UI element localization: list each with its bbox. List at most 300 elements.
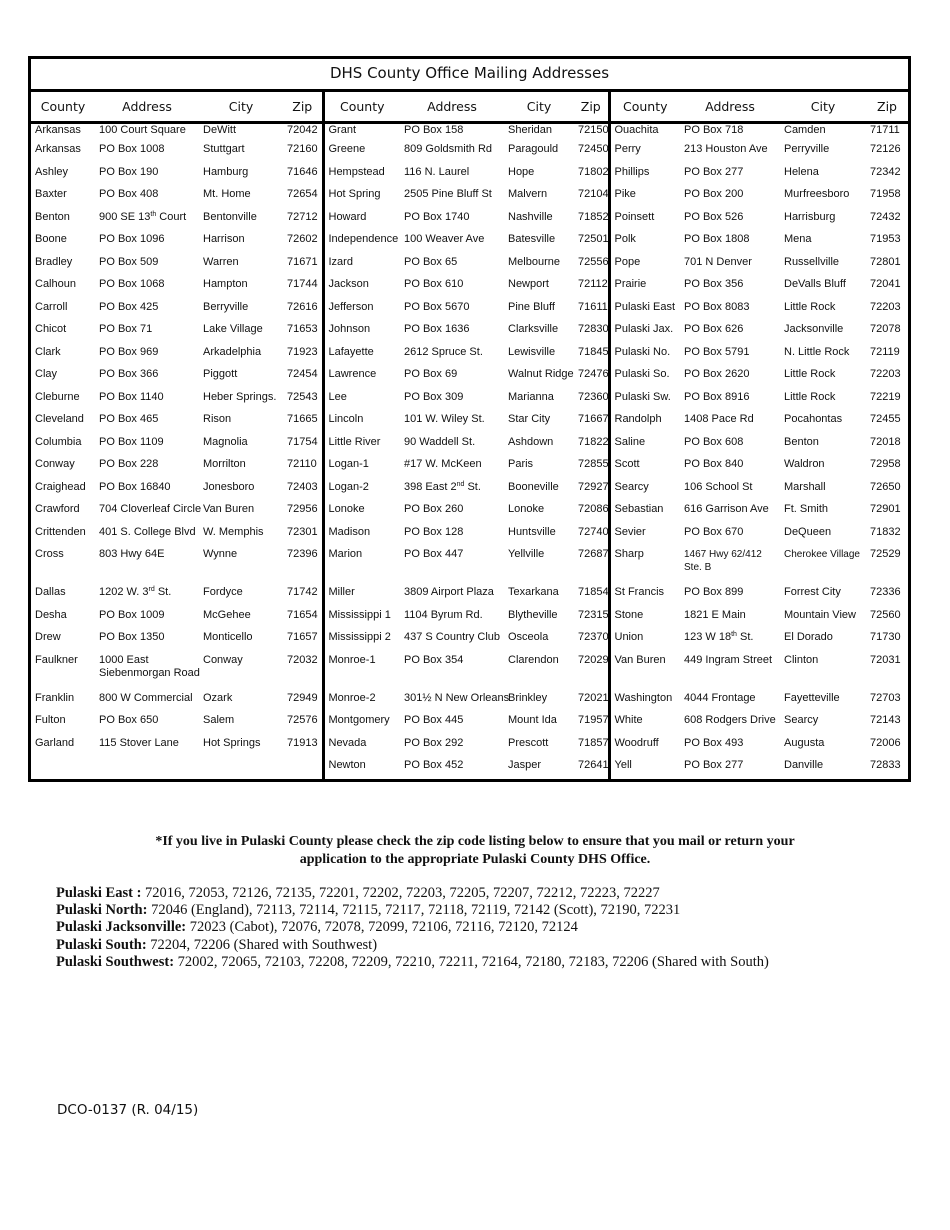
cell-address: 616 Garrison Ave [684, 503, 769, 515]
cell-county: Faulkner [35, 653, 78, 666]
cell-address: PO Box 2620 [684, 368, 750, 380]
cell-county: Van Buren [609, 651, 680, 689]
cell-address: 701 N Denver [684, 255, 752, 268]
pulaski-region-label: Pulaski North: [56, 902, 148, 919]
cell-address: 3809 Airport Plaza [404, 586, 494, 598]
table-row [31, 545, 908, 583]
cell-zip: 71832 [870, 525, 901, 538]
cell-address: 106 School St [684, 480, 753, 493]
cell-address: PO Box 718 [684, 124, 744, 136]
cell-zip: 72104 [578, 188, 609, 200]
cell-address: 301½ N New Orleans [404, 691, 510, 704]
cell-address: 123 W 18th St. [684, 631, 754, 643]
table-row [31, 320, 908, 343]
cell-zip: 72021 [578, 691, 609, 704]
cell-zip: 71822 [578, 435, 609, 448]
cell-city: Ashdown [508, 435, 554, 448]
pulaski-region-zips: 72023 (Cabot), 72076, 72078, 72099, 72106, 72116, 72120, 72124 [186, 919, 578, 936]
cell-address: 213 Houston Ave [684, 143, 768, 155]
cell-county: Columbia [35, 435, 82, 448]
cell-address: PO Box 366 [99, 368, 159, 380]
cell-zip: 72476 [578, 368, 609, 380]
cell-address: PO Box 840 [684, 458, 744, 470]
cell-county: Carroll [35, 300, 68, 313]
table-row [31, 230, 908, 253]
cell-county: Searcy [609, 478, 680, 501]
table-row [31, 756, 908, 779]
table-row [31, 275, 908, 298]
cell-address: 4044 Frontage [684, 691, 756, 704]
cell-address: PO Box 465 [99, 413, 159, 425]
cell-zip: 72006 [870, 736, 901, 749]
column-header-zip: Zip [574, 92, 609, 123]
cell-city: Little Rock [784, 390, 836, 403]
cell-zip: 72032 [287, 653, 318, 666]
cell-county: Pulaski No. [609, 343, 680, 366]
pulaski-region-label: Pulaski Southwest: [56, 953, 175, 970]
cell-address: PO Box 650 [99, 714, 159, 726]
cell-address: 900 SE 13th Court [99, 210, 187, 223]
cell-county: St Francis [609, 583, 680, 606]
cell-zip: 72958 [870, 458, 901, 470]
cell-county: Ouachita [609, 123, 680, 141]
cell-zip: 71730 [870, 631, 901, 643]
table-body [31, 123, 908, 779]
pulaski-region-zips: 72016, 72053, 72126, 72135, 72201, 72202, 72203, 72205, 72207, 72212, 72223, 72227 [141, 885, 660, 901]
cell-county: Sevier [609, 523, 680, 546]
cell-city: Rison [203, 413, 232, 425]
cell-address: 437 S Country Club [404, 631, 500, 643]
cell-city: Little Rock [784, 368, 836, 380]
cell-county: Perry [609, 140, 680, 163]
cell-county: Arkansas [35, 124, 81, 136]
table-row [31, 500, 908, 523]
cell-zip: 72855 [578, 458, 609, 470]
cell-address: PO Box 16840 [99, 480, 171, 493]
cell-zip: 71852 [578, 210, 609, 223]
pulaski-notice [0, 833, 950, 869]
cell-city: Malvern [508, 188, 548, 200]
cell-city: Texarkana [508, 586, 559, 598]
cell-county: Pulaski So. [609, 365, 680, 388]
cell-city: Mt. Home [203, 188, 251, 200]
cell-zip: 72143 [870, 714, 901, 726]
cell-county: Woodruff [609, 734, 680, 757]
cell-address: PO Box 969 [99, 345, 159, 358]
cell-county: Greene [323, 140, 400, 163]
notice-line-1: *If you live in Pulaski County please check the zip code listing below to ensure that you mail or return your [155, 834, 795, 849]
cell-address: 398 East 2nd St. [404, 480, 481, 493]
cell-county: Crawford [35, 503, 80, 515]
cell-county: Craighead [35, 480, 86, 493]
cell-address: PO Box 277 [684, 759, 744, 771]
cell-zip: 72901 [870, 503, 901, 515]
cell-address: PO Box 309 [404, 390, 464, 403]
cell-county: Newton [323, 756, 400, 779]
cell-zip: 71711 [870, 124, 900, 136]
cell-address: PO Box 69 [404, 368, 458, 380]
cell-address: 115 Stover Lane [99, 736, 179, 749]
column-header-address: Address [95, 92, 199, 123]
cell-zip: 71953 [870, 233, 901, 245]
cell-city: DeQueen [784, 525, 832, 538]
cell-address: 1408 Pace Rd [684, 413, 754, 425]
cell-city: Paris [508, 458, 534, 470]
cell-city: DeWitt [203, 124, 236, 136]
cell-county: Howard [323, 208, 400, 231]
cell-county: Little River [323, 433, 400, 456]
cell-city: Nashville [508, 210, 553, 223]
cell-city: Newport [508, 278, 549, 290]
table-row [31, 689, 908, 712]
cell-county: Pulaski Jax. [609, 320, 680, 343]
cell-zip: 72454 [287, 368, 318, 380]
cell-address: PO Box 1008 [99, 143, 165, 155]
cell-city: Jonesboro [203, 480, 255, 493]
column-header-city: City [504, 92, 574, 123]
cell-county: Franklin [35, 691, 75, 704]
cell-address: 90 Waddell St. [404, 435, 476, 448]
cell-address: PO Box 8916 [684, 390, 750, 403]
cell-county: Yell [609, 756, 680, 779]
cell-county: Desha [35, 608, 67, 621]
cell-city: Bentonville [203, 210, 257, 223]
cell-county: Pike [609, 185, 680, 208]
cell-city: Arkadelphia [203, 345, 262, 358]
cell-county: Monroe-1 [323, 651, 400, 689]
cell-city: Clarksville [508, 323, 559, 335]
cell-county: Sebastian [609, 500, 680, 523]
pulaski-region-zips: 72204, 72206 (Shared with Southwest) [146, 936, 378, 953]
cell-city: Huntsville [508, 525, 556, 538]
cell-county: Calhoun [35, 278, 76, 290]
cell-zip: 71742 [287, 586, 318, 598]
table-row [31, 163, 908, 186]
cell-address: 2505 Pine Bluff St [404, 188, 492, 200]
cell-address: 809 Goldsmith Rd [404, 143, 493, 155]
cell-city: Harrison [203, 233, 245, 245]
cell-city: Booneville [508, 480, 559, 493]
cell-county: Izard [323, 253, 400, 276]
cell-city: Mount Ida [508, 714, 557, 726]
cell-address: 101 W. Wiley St. [404, 413, 485, 425]
table-row [31, 523, 908, 546]
cell-zip: 72687 [578, 548, 609, 560]
cell-address: PO Box 899 [684, 586, 744, 598]
cell-county: Madison [323, 523, 400, 546]
cell-address: PO Box 8083 [684, 300, 750, 313]
cell-city: Conway [203, 653, 243, 666]
cell-city: Perryville [784, 143, 830, 155]
cell-county: Crittenden [35, 525, 86, 538]
cell-address: 1202 W. 3rd St. [99, 586, 172, 598]
notice-line-2: application to the appropriate Pulaski County DHS Office. [299, 852, 651, 867]
cell-city: Clarendon [508, 653, 559, 666]
cell-zip: 72927 [578, 480, 609, 493]
cell-city: Lonoke [508, 503, 545, 515]
cell-city: Hot Springs [203, 736, 261, 749]
cell-city: Brinkley [508, 691, 548, 704]
cell-city: Marianna [508, 390, 554, 403]
cell-city: Hampton [203, 278, 248, 290]
table-row [31, 433, 908, 456]
cell-address: PO Box 447 [404, 548, 464, 560]
cell-city: Stuttgart [203, 143, 245, 155]
cell-city: McGehee [203, 608, 251, 621]
cell-address: PO Box 1109 [99, 435, 164, 448]
cell-zip: 72650 [870, 480, 901, 493]
cell-zip [283, 756, 323, 779]
cell-address: 608 Rodgers Drive [684, 714, 776, 726]
cell-address: PO Box 670 [684, 525, 744, 538]
cell-county: Union [609, 628, 680, 651]
cell-address: 1104 Byrum Rd. [404, 608, 483, 621]
cell-county: Lincoln [323, 410, 400, 433]
table-row [31, 365, 908, 388]
cell-city: Magnolia [203, 435, 248, 448]
cell-zip: 72949 [287, 691, 318, 704]
cell-county: Lafayette [323, 343, 400, 366]
cell-county: Conway [35, 458, 75, 470]
cell-address: PO Box 260 [404, 503, 464, 515]
cell-county: Lawrence [323, 365, 400, 388]
cell-address: 116 N. Laurel [404, 165, 470, 178]
pulaski-zip-line [56, 885, 936, 902]
cell-zip: 72654 [287, 188, 318, 200]
cell-city: Van Buren [203, 503, 255, 515]
cell-address [95, 756, 199, 779]
cell-city: Russellville [784, 255, 840, 268]
cell-zip: 72086 [578, 503, 609, 515]
cell-county: Clay [35, 368, 58, 380]
cell-county: Bradley [35, 255, 73, 268]
column-header-city: City [199, 92, 283, 123]
cell-county [31, 756, 95, 779]
cell-address: PO Box 200 [684, 188, 744, 200]
cell-county: Pulaski Sw. [609, 388, 680, 411]
cell-city: Danville [784, 759, 824, 771]
cell-address: PO Box 408 [99, 188, 159, 200]
cell-zip: 72703 [870, 691, 901, 704]
cell-county: Cross [35, 548, 64, 560]
cell-zip: 71845 [578, 345, 609, 358]
cell-address: PO Box 71 [99, 323, 153, 335]
cell-county: Stone [609, 606, 680, 629]
cell-address: 1821 E Main [684, 608, 746, 621]
cell-address: 401 S. College Blvd [99, 525, 196, 538]
cell-city: N. Little Rock [784, 345, 850, 358]
cell-city: Augusta [784, 736, 825, 749]
table-row [31, 253, 908, 276]
cell-zip: 71665 [287, 413, 318, 425]
cell-city: Murfreesboro [784, 188, 850, 200]
pulaski-zip-line [56, 954, 936, 971]
cell-county: Jefferson [323, 298, 400, 321]
cell-city: Jasper [508, 759, 542, 771]
cell-zip: 71923 [287, 345, 318, 358]
cell-address: 800 W Commercial [99, 691, 193, 704]
cell-zip: 71854 [578, 586, 609, 598]
table-row [31, 651, 908, 689]
column-header-zip: Zip [866, 92, 908, 123]
pulaski-region-label: Pulaski East : [56, 885, 142, 901]
cell-zip: 72301 [287, 525, 318, 538]
cell-zip: 72602 [287, 233, 318, 245]
cell-city: Batesville [508, 233, 556, 245]
cell-county: Ashley [35, 165, 69, 178]
cell-address: PO Box 1808 [684, 233, 750, 245]
cell-zip: 72031 [870, 653, 901, 666]
cell-address: PO Box 626 [684, 323, 744, 335]
cell-zip: 72126 [870, 143, 901, 155]
cell-zip: 71611 [578, 300, 608, 313]
cell-zip: 72315 [578, 608, 609, 621]
cell-city: Forrest City [784, 586, 841, 598]
cell-county: Pope [609, 253, 680, 276]
cell-zip: 72450 [578, 143, 609, 155]
cell-zip: 72160 [287, 143, 318, 155]
cell-county: Clark [35, 345, 61, 358]
cell-county: Cleburne [35, 390, 80, 403]
pulaski-zip-line [56, 902, 936, 919]
cell-county: Saline [609, 433, 680, 456]
pulaski-region-zips: 72046 (England), 72113, 72114, 72115, 72117, 72118, 72119, 72142 (Scott), 72190, 72231 [147, 902, 681, 919]
cell-county: Washington [609, 689, 680, 712]
cell-city [199, 756, 283, 779]
cell-city: Berryville [203, 300, 249, 313]
table-title: DHS County Office Mailing Addresses [31, 59, 908, 92]
cell-zip: 72342 [870, 165, 901, 178]
cell-zip: 71744 [287, 278, 318, 290]
column-header-address: Address [680, 92, 780, 123]
cell-zip: 71646 [287, 165, 318, 178]
cell-county: Lonoke [323, 500, 400, 523]
cell-zip: 72078 [870, 323, 901, 335]
cell-city: Mountain View [784, 608, 856, 621]
cell-city: Camden [784, 124, 826, 136]
cell-county: Prairie [609, 275, 680, 298]
cell-city: Ozark [203, 691, 233, 704]
cell-address: PO Box 608 [684, 435, 744, 448]
cell-address: PO Box 1096 [99, 233, 165, 245]
cell-county: Independence [323, 230, 400, 253]
table-row [31, 298, 908, 321]
cell-zip: 72801 [870, 255, 901, 268]
cell-city: Sheridan [508, 124, 553, 136]
cell-county: Poinsett [609, 208, 680, 231]
table-row [31, 140, 908, 163]
cell-zip: 72150 [578, 124, 609, 136]
cell-city: El Dorado [784, 631, 833, 643]
cell-county: Polk [609, 230, 680, 253]
cell-zip: 72740 [578, 525, 609, 538]
cell-city: Marshall [784, 480, 826, 493]
cell-zip: 72560 [870, 608, 901, 621]
cell-address: PO Box 356 [684, 278, 744, 290]
cell-city: Clinton [784, 653, 819, 666]
cell-address: PO Box 277 [684, 165, 744, 178]
cell-city: Salem [203, 714, 235, 726]
cell-address: PO Box 1636 [404, 323, 470, 335]
cell-county: Baxter [35, 188, 67, 200]
cell-address: PO Box 128 [404, 525, 464, 538]
cell-address: PO Box 1740 [404, 210, 470, 223]
cell-address: PO Box 493 [684, 736, 744, 749]
cell-city: Benton [784, 435, 819, 448]
cell-address: PO Box 610 [404, 278, 464, 290]
cell-county: Logan-1 [323, 455, 400, 478]
cell-zip: 71671 [287, 255, 318, 268]
cell-address: PO Box 526 [684, 210, 744, 223]
cell-address: 100 Weaver Ave [404, 233, 485, 245]
cell-zip: 71802 [578, 165, 609, 178]
cell-city: Lake Village [203, 323, 263, 335]
cell-address: PO Box 65 [404, 255, 458, 268]
table-row [31, 410, 908, 433]
cell-zip: 72576 [287, 714, 318, 726]
cell-county: Fulton [35, 714, 66, 726]
cell-county: Pulaski East [609, 298, 680, 321]
cell-county: Benton [35, 210, 70, 223]
cell-city: Morrilton [203, 458, 246, 470]
cell-address: PO Box 292 [404, 736, 464, 749]
cell-zip: 72956 [287, 503, 318, 515]
cell-zip: 72203 [870, 300, 901, 313]
cell-county: Marion [323, 545, 400, 583]
cell-address: 1467 Hwy 62/412 Ste. B [684, 549, 762, 573]
pulaski-zip-list [56, 885, 936, 971]
cell-address: 704 Cloverleaf Circle [99, 503, 202, 515]
cell-county: Sharp [609, 545, 680, 583]
cell-zip: 72501 [578, 233, 609, 245]
cell-address: 2612 Spruce St. [404, 345, 483, 358]
pulaski-region-label: Pulaski Jacksonville: [56, 919, 187, 936]
cell-address: PO Box 452 [404, 759, 464, 771]
cell-zip: 72830 [578, 323, 609, 335]
cell-city: Prescott [508, 736, 549, 749]
table-row [31, 388, 908, 411]
cell-address: PO Box 1140 [99, 390, 164, 403]
cell-address: PO Box 228 [99, 458, 159, 470]
cell-zip: 72455 [870, 413, 901, 425]
cell-zip: 71857 [578, 736, 609, 749]
cell-city: Star City [508, 413, 551, 425]
cell-zip: 72041 [870, 278, 901, 290]
table-row [31, 343, 908, 366]
cell-county: Garland [35, 736, 75, 749]
cell-zip: 71958 [870, 188, 901, 200]
cell-city: Paragould [508, 143, 559, 155]
cell-zip: 72403 [287, 480, 318, 493]
column-header-county: County [609, 92, 680, 123]
table-row [31, 478, 908, 501]
cell-city: Melbourne [508, 255, 560, 268]
cell-zip: 72029 [578, 653, 609, 666]
cell-city: Waldron [784, 458, 825, 470]
cell-address: PO Box 509 [99, 255, 159, 268]
cell-zip: 71657 [287, 631, 318, 643]
cell-zip: 72110 [287, 458, 317, 470]
cell-address: PO Box 1350 [99, 631, 165, 643]
cell-county: White [609, 711, 680, 734]
cell-county: Hempstead [323, 163, 400, 186]
cell-city: Helena [784, 165, 819, 178]
cell-county: Miller [323, 583, 400, 606]
cell-zip: 72543 [287, 390, 318, 403]
column-header-city: City [780, 92, 866, 123]
cell-county: Jackson [323, 275, 400, 298]
cell-city: Hope [508, 165, 535, 178]
